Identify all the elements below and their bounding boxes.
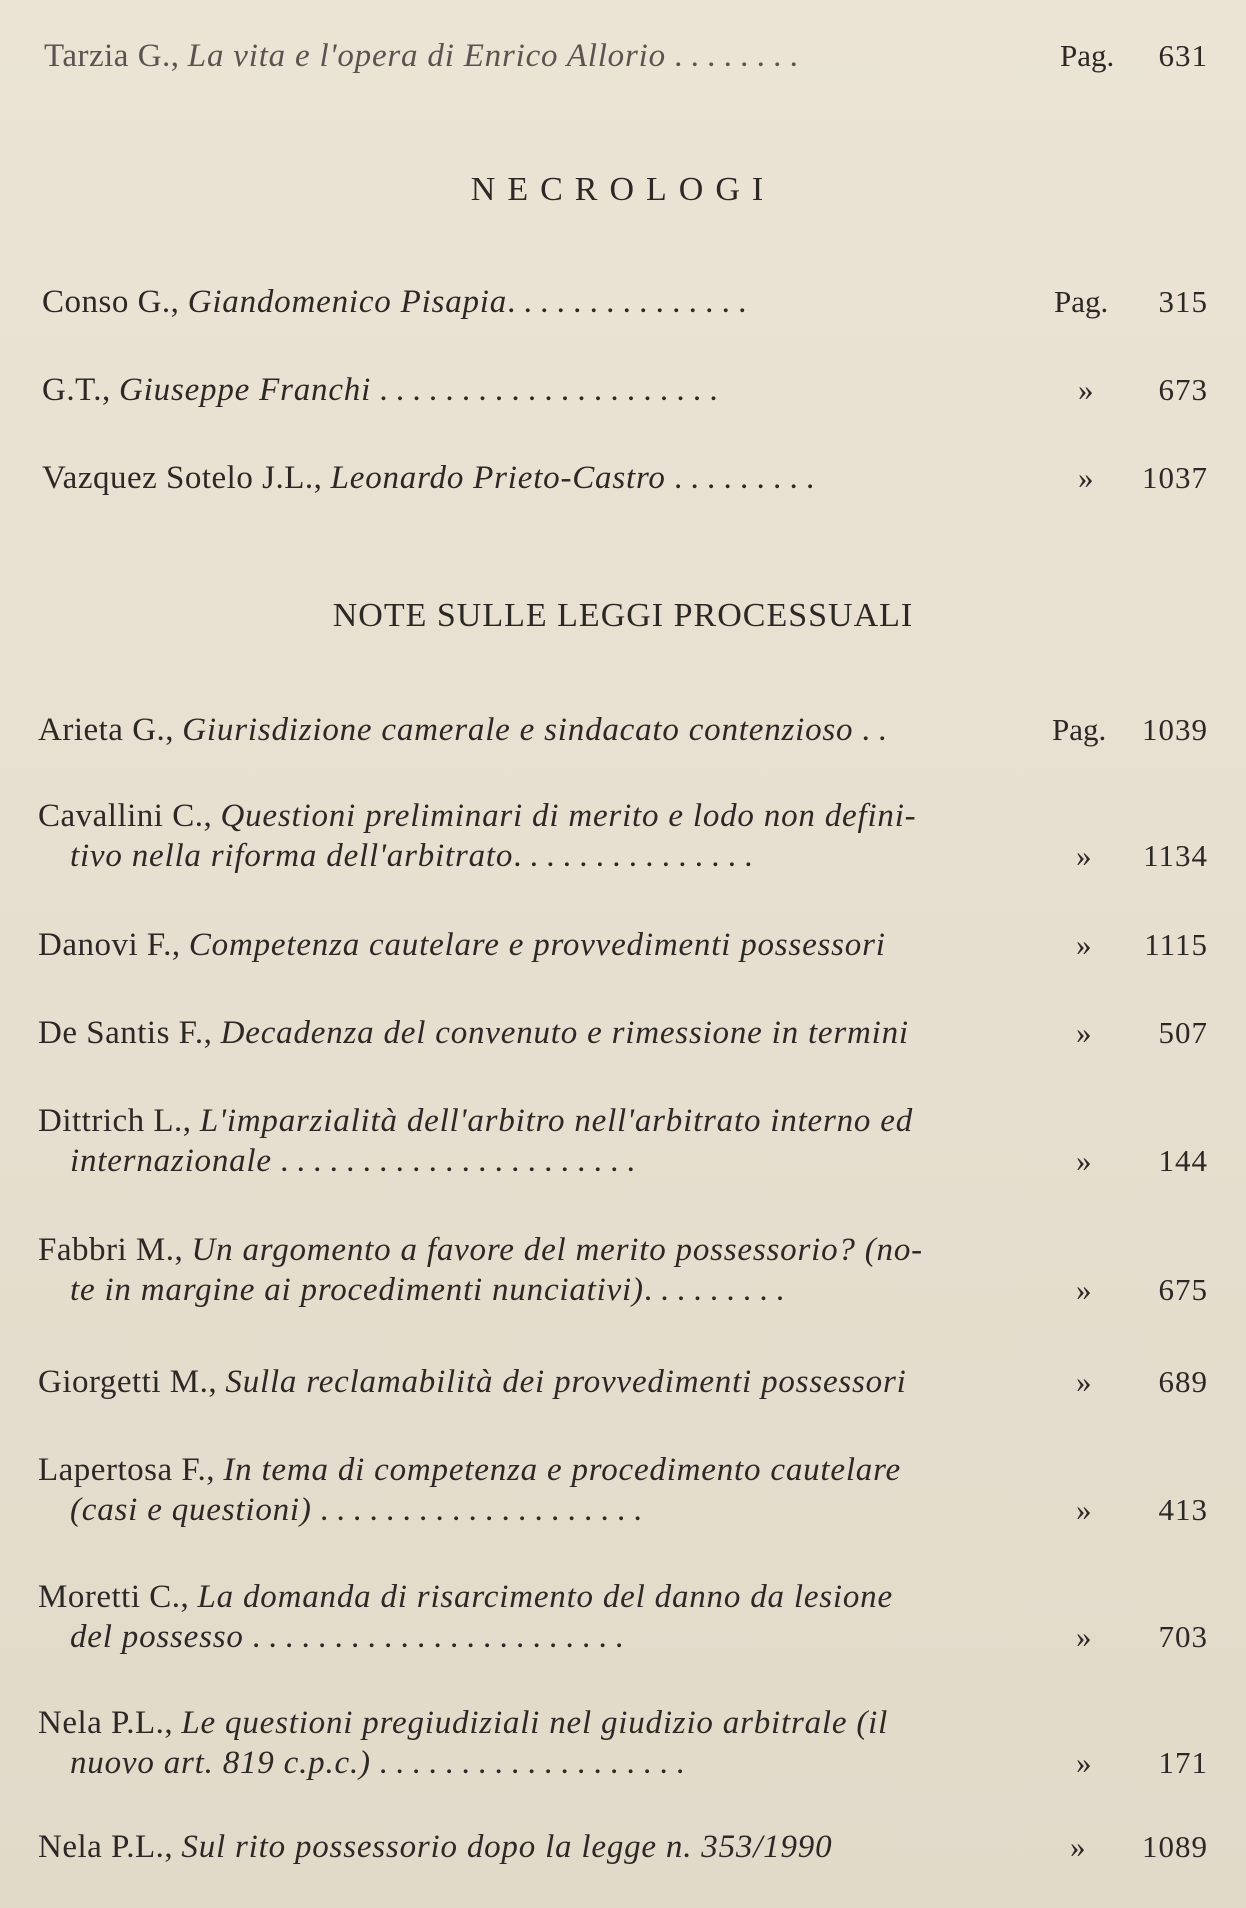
page-marker: » [1076,1272,1092,1307]
leader-dots: . . . . . . . . [674,38,798,74]
entry-text [38,1450,901,1490]
entry-title-cont: (casi e questioni) [70,1492,312,1528]
leader-dots: . . . . . . . . . . . . . . . [507,284,747,320]
entry-text [42,370,718,410]
entry-text [38,1703,888,1743]
entry-title-cont: tivo nella riforma dell'arbitrato [70,838,514,874]
leader-dots: . . . . . . . . . . . . . . . [513,838,753,874]
entry-text [38,796,916,836]
leader-dots: . . . . . . . . . [643,1272,785,1308]
page-marker: » [1076,1745,1092,1780]
leader-dots: . . [861,712,887,748]
page-number: 144 [1158,1143,1208,1178]
leader-dots: . . . . . . . . . . . . . . . . . . . . [319,1492,642,1528]
leader-dots: . . . . . . . . . . . . . . . . . . . . . [379,372,718,408]
page-number: 1037 [1142,460,1208,495]
entry-text-cont [70,1141,635,1181]
page-marker: » [1070,1829,1086,1864]
page-number: 171 [1158,1745,1208,1780]
leader-dots: . . . . . . . . . [673,460,815,496]
entry-title: La vita e l'opera di Enrico Allorio [187,38,666,74]
entry-author: Dittrich L., [38,1103,192,1139]
entry-text [38,710,886,750]
entry-title: Competenza cautelare e provvedimenti possessori [188,927,886,963]
page-marker: » [1076,1143,1092,1178]
entry-title: Leonardo Prieto-Castro [330,460,666,496]
entry-title: Sulla reclamabilità dei provvedimenti possessori [225,1364,907,1400]
page-marker: » [1076,1015,1092,1050]
entry-author: Nela P.L., [38,1829,174,1865]
entry-title: Un argomento a favore del merito possessorio? (no- [191,1232,923,1268]
page-number: 631 [1158,38,1208,73]
entry-text [38,1230,923,1270]
entry-author: Arieta G., [38,712,175,748]
entry-author: Vazquez Sotelo J.L., [42,460,323,496]
page-marker: » [1076,1364,1092,1399]
entry-title: Le questioni pregiudiziali nel giudizio arbitrale (il [181,1705,889,1741]
page-marker: Pag. [1052,712,1107,747]
entry-author: G.T., [42,372,111,408]
entry-title: L'imparzialità dell'arbitro nell'arbitrato interno ed [199,1103,914,1139]
entry-text [38,925,886,965]
entry-title-cont: del possesso [70,1619,244,1655]
page-number: 1039 [1142,712,1208,747]
page-number: 1115 [1144,927,1208,962]
page-number: 1089 [1142,1829,1208,1864]
page-marker: » [1076,1492,1092,1527]
entry-title: In tema di competenza e procedimento cautelare [223,1452,901,1488]
entry-title-cont: internazionale [70,1143,272,1179]
page-marker: » [1078,460,1094,495]
entry-title: Giurisdizione camerale e sindacato contenzioso [182,712,854,748]
leader-dots: . . . . . . . . . . . . . . . . . . . . . . [280,1143,635,1179]
entry-text [42,458,814,498]
entry-title-cont: te in margine ai procedimenti nunciativi) [70,1272,644,1308]
entry-text [38,1101,913,1141]
section-heading-note: NOTE SULLE LEGGI PROCESSUALI [332,597,914,634]
entry-text [38,1013,909,1053]
entry-author: Moretti C., [38,1579,190,1615]
entry-title-cont: nuovo art. 819 c.p.c.) [70,1745,371,1781]
entry-text [38,1577,893,1617]
page-marker: » [1076,927,1092,962]
entry-author: Cavallini C., [38,798,213,834]
entry-author: Giorgetti M., [38,1364,218,1400]
entry-author: Lapertosa F., [38,1452,216,1488]
leader-dots: . . . . . . . . . . . . . . . . . . . [379,1745,685,1781]
entry-text-cont [70,1270,784,1310]
section-heading-necrologi: NECROLOGI [470,171,776,208]
entry-title: Decadenza del convenuto e rimessione in termini [220,1015,909,1051]
page-number: 675 [1158,1272,1208,1307]
page-marker: » [1078,372,1094,407]
entry-text [42,282,746,322]
page-number: 689 [1158,1364,1208,1399]
page-number: 413 [1158,1492,1208,1527]
entry-text-cont [70,1617,623,1657]
entry-text-cont [70,1743,684,1783]
entry-text [44,36,798,76]
page-marker: Pag. [1054,284,1109,319]
entry-author: Tarzia G., [44,38,180,74]
entry-author: Nela P.L., [38,1705,174,1741]
page-number: 507 [1158,1015,1208,1050]
entry-title: Questioni preliminari di merito e lodo non defini- [220,798,917,834]
entry-author: Danovi F., [38,927,181,963]
entry-title: La domanda di risarcimento del danno da lesione [197,1579,893,1615]
page-number: 315 [1158,284,1208,319]
page-marker: » [1076,838,1092,873]
entry-text-cont [70,836,752,876]
page-number: 673 [1158,372,1208,407]
entry-title: Giandomenico Pisapia [187,284,508,320]
entry-text-cont [70,1490,642,1530]
page-marker: Pag. [1060,38,1115,73]
entry-title: Giuseppe Franchi [119,372,372,408]
leader-dots: . . . . . . . . . . . . . . . . . . . . . . . [251,1619,624,1655]
page-number: 1134 [1143,838,1208,873]
entry-author: Fabbri M., [38,1232,184,1268]
page-number: 703 [1158,1619,1208,1654]
entry-text [38,1827,832,1867]
entry-text [38,1362,907,1402]
page-marker: » [1076,1619,1092,1654]
entry-title: Sul rito possessorio dopo la legge n. 353/1990 [181,1829,833,1865]
entry-author: Conso G., [42,284,180,320]
entry-author: De Santis F., [38,1015,213,1051]
